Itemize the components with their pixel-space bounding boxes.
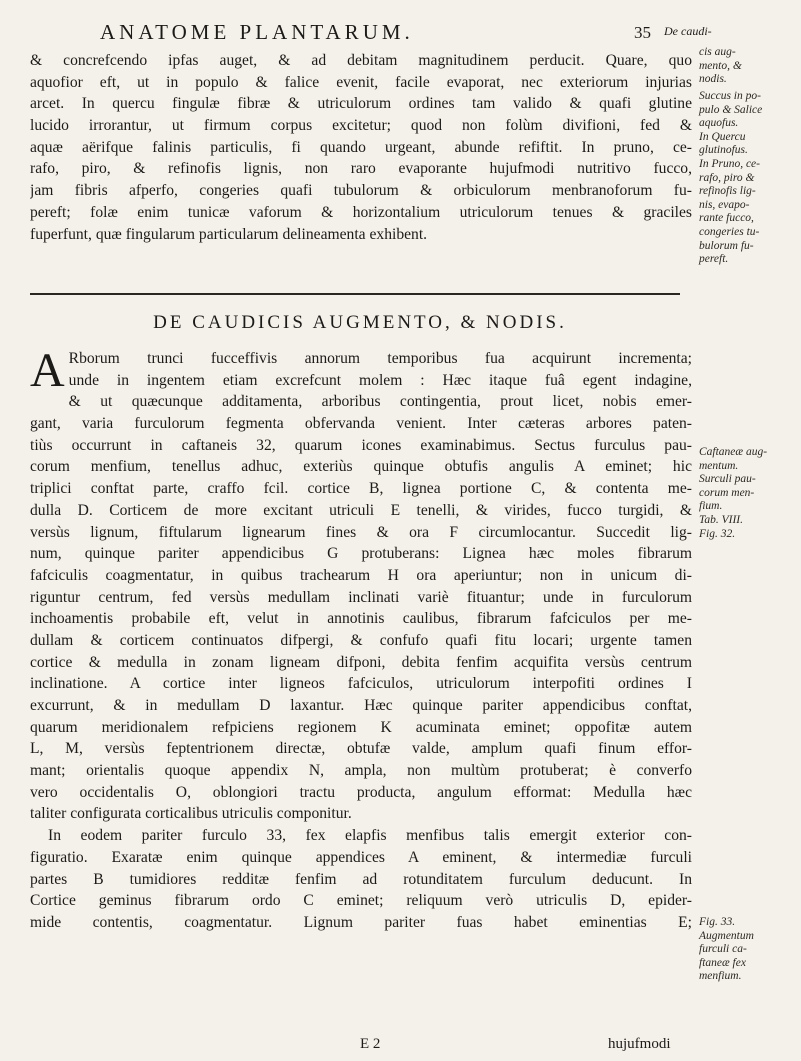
marginal-line: corum men-: [699, 486, 755, 499]
marginal-line: Succus in po-: [699, 90, 761, 102]
marginal-note-heading: [699, 46, 795, 87]
text-line: taliter configurata corticalibus utriculis componitur.: [30, 805, 352, 823]
marginal-line: pereft.: [699, 253, 729, 266]
text-line: dullam & corticem continuatos difpergi, & confufo quafi fitu locari; urgente tamen: [30, 631, 692, 649]
text-line: partes B tumidiores redditæ fenfim ad rotunditatem furculum deducunt. In: [30, 870, 692, 888]
text-line: versùs lignum, fiftularum lignearum fines & ora F circumlocantur. Succedit lig-: [30, 523, 692, 541]
text-line: excurrunt, & in medullam D laxantur. Hæc quinque pariter appendicibus conftat,: [30, 697, 692, 714]
marginal-line: Fig. 33.: [699, 916, 736, 928]
marginal-line: refinofis lig-: [699, 185, 756, 198]
signature-mark: E 2: [360, 1036, 381, 1052]
catchword: hujufmodi: [608, 1036, 671, 1052]
text-line: aquofior eft, ut in populo & falice evenit, facile evaporat, nec exteriorum injurias: [30, 73, 692, 91]
text-line: In eodem pariter furculo 33, fex elapfis menfibus talis emergit exterior con-: [48, 827, 692, 845]
marginal-line: In Pruno, ce-: [699, 157, 760, 170]
marginal-line: Caftaneæ aug-: [699, 446, 768, 458]
text-line: mide contentis, coagmentatur. Lignum pariter fuas habet eminentias E;: [30, 913, 692, 931]
marginal-line: Fig. 32.: [699, 527, 736, 540]
page-number: 35: [634, 23, 651, 42]
text-line: mant; orientalis quoque appendix N, ampla, non multùm protuberat; è converfo: [30, 762, 692, 780]
text-line: figuratio. Exaratæ enim quinque appendices A eminent, & intermediæ furculi: [30, 848, 692, 866]
marginal-line: glutinofus.: [699, 144, 748, 157]
marginal-line: Tab. VIII.: [699, 513, 743, 526]
text-line: & ut quæcunque additamenta, arboribus contingentia, prout licet, nobis emer-: [68, 393, 692, 411]
marginal-line: ftaneæ fex: [699, 956, 746, 969]
section-heading: DE CAUDICIS AUGMENTO, & NODIS.: [153, 312, 567, 333]
marginal-line: bulorum fu-: [699, 239, 754, 252]
running-title: ANATOME PLANTARUM.: [100, 20, 414, 44]
text-line: vero occidentalis O, oblongiori tractu producta, angulum efformat: Medulla hæc: [30, 783, 692, 801]
marginal-line: fium.: [699, 500, 723, 513]
text-line: inclinatione. A cortice inter ligneos fafciculos, utriculorum interpofiti ordines I: [30, 675, 692, 693]
marginal-line: furculi ca-: [699, 943, 747, 956]
marginal-line: pulo & Salice: [699, 103, 763, 116]
text-line: arcet. In quercu fingulæ fibræ & utriculorum ordines tam valido & quafi glutine: [30, 95, 692, 113]
marginal-line: In Quercu: [699, 130, 746, 143]
marginal-line: mento, &: [699, 59, 742, 72]
marginal-note-succus: [699, 90, 795, 267]
text-line: riguntur centrum, fed versùs medullam inclinati variè fituantur; unde in furculorum: [30, 588, 692, 606]
text-line: fuperfunt, quæ fingularum particularum delineamenta exhibent.: [30, 225, 428, 243]
text-line: tiùs occurrunt in caftaneis 32, quarum icones examinabimus. Sectus furculus pau-: [30, 436, 692, 454]
running-head: [60, 20, 760, 52]
marginal-line: congeries tu-: [699, 225, 760, 238]
marginal-line: Surculi pau-: [699, 473, 756, 486]
text-line: unde in ingentem etiam excrefcunt molem : Hæc itaque fuâ egent indagine,: [68, 371, 692, 389]
text-line: rafo, piro, & refinofis lignis, non raro evaporante hujufmodi nutritivo fucco,: [30, 160, 692, 178]
marginal-line: mentum.: [699, 459, 739, 472]
text-line: pereft; folæ enim tunicæ vaforum & horizontalium utriculorum tenues & graciles: [30, 203, 692, 221]
text-line: aquæ aërifque falinis particulis, fi quando urgeant, abunde refiftit. In pruno, ce-: [30, 138, 692, 156]
marginal-note-castanea: [699, 446, 795, 541]
paragraph-continuation: [30, 50, 692, 245]
text-line: num, quinque pariter appendicibus G protuberans: Lignea hæc moles fibrarum: [30, 545, 692, 563]
marginal-line: rante fucco,: [699, 212, 754, 225]
text-line: fafciculis coagmentatur, in quibus trachearum H ora aperiuntur; non in unicum di-: [30, 566, 692, 584]
marginal-heading: De caudi-: [664, 24, 712, 38]
marginal-line: nis, evapo-: [699, 198, 750, 211]
marginal-line: aquofus.: [699, 117, 739, 130]
page-footer: [30, 1036, 692, 1058]
text-line: & concrefcendo ipfas auget, & ad debitam magnitudinem perducit. Quare, quo: [30, 52, 692, 69]
paragraph-main: [30, 344, 692, 934]
text-line: triplici conftat parte, craffo fcil. cortice B, lignea portione C, & contenta me-: [30, 480, 692, 498]
text-line: quarum meridionalem refpiciens regionem K acuminata eminet; oppofitæ autem: [30, 718, 692, 736]
section-divider: [30, 293, 680, 295]
text-line: inchoamentis probabile eft, velut in annotinis caulibus, fibrarum fafciculos per me-: [30, 610, 692, 628]
text-line: gant, varia furculorum fegmenta obfervanda venient. Inter cæteras arbores paten-: [30, 415, 692, 433]
text-line: L, M, versùs feptentrionem directæ, obtufæ valde, amplum quafi finum effor-: [30, 740, 692, 758]
marginal-line: Augmentum: [699, 929, 754, 942]
text-line: Cortice geminus fibrarum ordo C eminet; reliquum verò utriculis D, epider-: [30, 892, 692, 910]
text-line: lucido irrorantur, ut firmum corpus excitetur; quod non folùm divifioni, fed &: [30, 117, 692, 135]
text-line: corum menfium, tenellus adhuc, exteriùs quinque obtufis angulis A eminet; hic: [30, 458, 692, 476]
marginal-line: nodis.: [699, 73, 727, 86]
text-line: dulla D. Corticem de more excitant utriculi E tenelli, & virides, fucco turgidi, &: [30, 501, 692, 519]
marginal-line: menfium.: [699, 970, 742, 983]
drop-cap: A: [30, 344, 65, 397]
marginal-note-fig33: [699, 916, 795, 984]
marginal-line: rafo, piro &: [699, 171, 755, 184]
text-line: cortice & medulla in zonam ligneam difponi, debita fenfim acquifita versùs centrum: [30, 653, 692, 671]
text-line: jam fibris afperfo, congeries quafi tubulorum & orbiculorum menbranoforum fu-: [30, 182, 692, 200]
text-line: Rborum trunci fucceffivis annorum temporibus fua acquirunt incrementa;: [68, 350, 692, 367]
marginal-line: cis aug-: [699, 46, 736, 58]
